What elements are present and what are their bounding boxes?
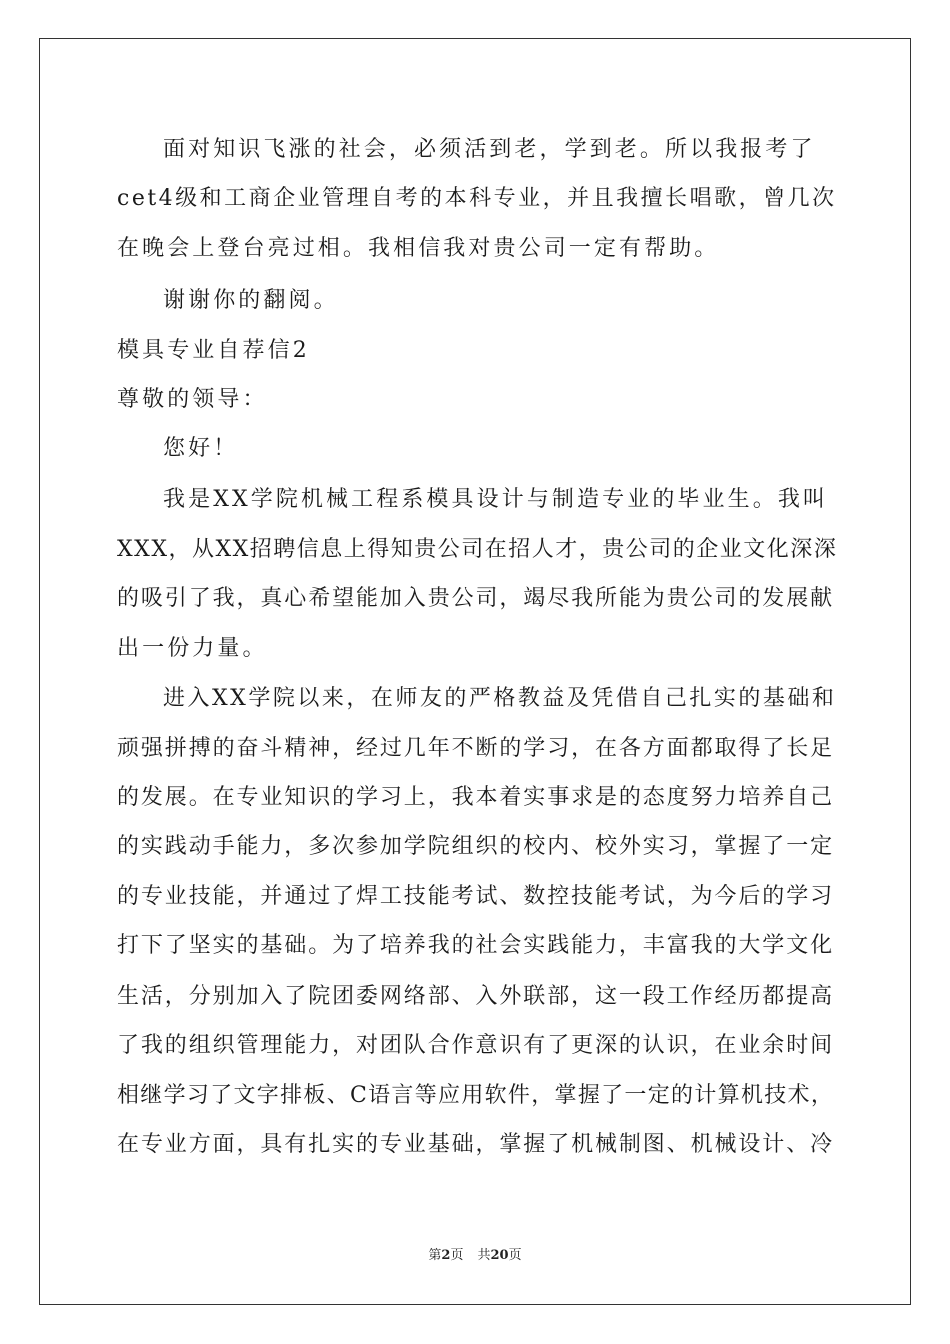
page-total: 20: [490, 1248, 509, 1263]
paragraph-line: 在晚会上登台亮过相。我相信我对贵公司一定有帮助。: [117, 236, 720, 261]
paragraph-line: 面对知识飞涨的社会，必须活到老，学到老。所以我报考了: [163, 137, 816, 162]
paragraph-line: 进入XX学院以来，在师友的严格教益及凭借自己扎实的基础和: [163, 686, 837, 711]
paragraph-line: 顽强拼搏的奋斗精神，经过几年不断的学习，在各方面都取得了长足: [117, 736, 835, 761]
page-prefix: 第: [428, 1248, 442, 1263]
paragraph-line: 在专业方面，具有扎实的专业基础，掌握了机械制图、机械设计、冷: [117, 1132, 835, 1157]
paragraph-line: 的吸引了我，真心希望能加入贵公司，竭尽我所能为贵公司的发展献: [117, 586, 835, 611]
section-title: 模具专业自荐信2: [117, 338, 310, 363]
paragraph-line: XXX，从XX招聘信息上得知贵公司在招人才，贵公司的企业文化深深: [117, 537, 838, 562]
salutation: 尊敬的领导：: [117, 387, 268, 412]
total-unit: 页: [508, 1248, 522, 1263]
paragraph-line: 了我的组织管理能力，对团队合作意识有了更深的认识，在业余时间: [117, 1033, 835, 1058]
paragraph-line: 的实践动手能力，多次参加学院组织的校内、校外实习，掌握了一定: [117, 834, 835, 859]
paragraph-line: 出一份力量。: [117, 636, 268, 661]
page-unit: 页: [450, 1248, 464, 1263]
total-prefix: 共: [477, 1248, 491, 1263]
paragraph-line: 生活，分别加入了院团委网络部、入外联部，这一段工作经历都提高: [117, 984, 835, 1009]
paragraph-line: 相继学习了文字排板、C语言等应用软件，掌握了一定的计算机技术，: [117, 1083, 835, 1108]
paragraph-line: 我是XX学院机械工程系模具设计与制造专业的毕业生。我叫: [163, 487, 829, 512]
paragraph-line: 打下了坚实的基础。为了培养我的社会实践能力，丰富我的大学文化: [117, 933, 835, 958]
paragraph-line: 的发展。在专业知识的学习上，我本着实事求是的态度努力培养自己: [117, 785, 835, 810]
paragraph-line: 的专业技能，并通过了焊工技能考试、数控技能考试，为今后的学习: [117, 884, 835, 909]
page-current: 2: [441, 1248, 451, 1263]
greeting: 您好！: [163, 436, 239, 461]
paragraph-line: 谢谢你的翻阅。: [163, 288, 339, 313]
paragraph-line: cet4级和工商企业管理自考的本科专业，并且我擅长唱歌，曾几次: [117, 186, 837, 211]
page-border: [39, 38, 911, 1305]
page-footer: [0, 1247, 950, 1265]
